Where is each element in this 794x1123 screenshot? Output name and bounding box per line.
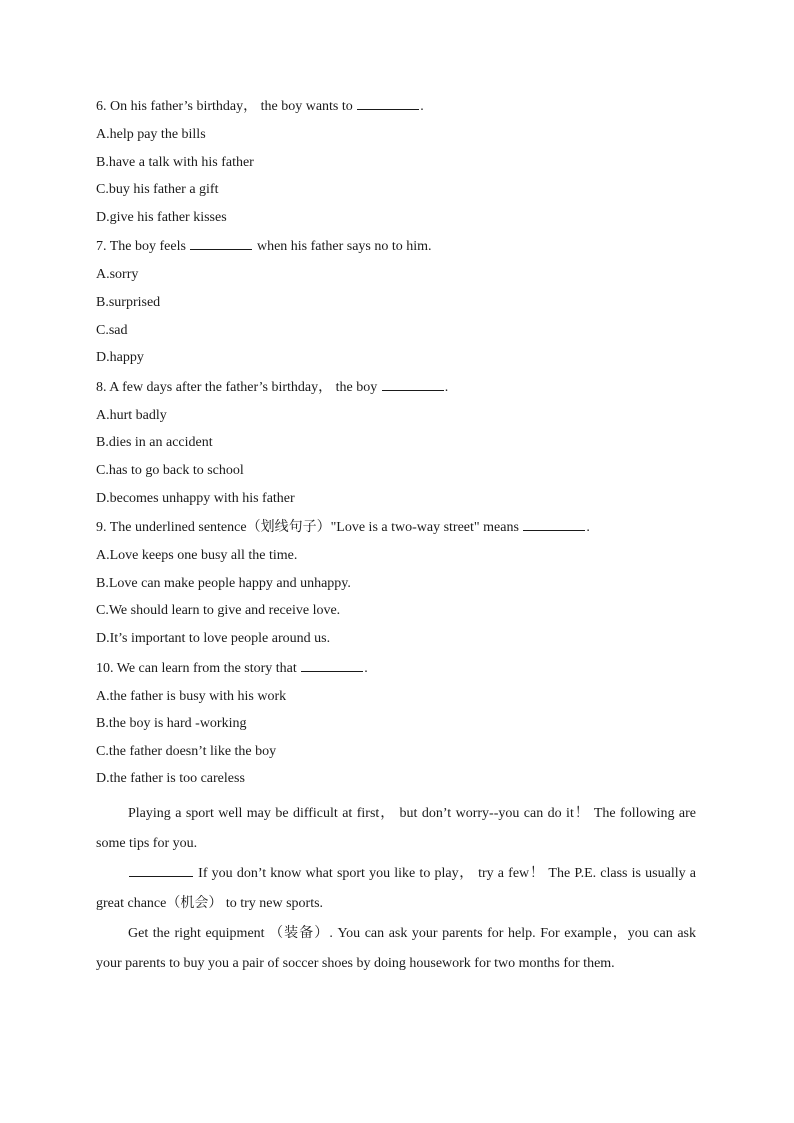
question-stem: On his father’s birthday， the boy wants to (106, 99, 357, 114)
answer-blank (382, 376, 444, 391)
option-a: A.hurt badly (96, 407, 167, 423)
question-stem-end: when his father says no to him. (253, 239, 432, 255)
answer-blank (129, 862, 193, 877)
question-9 (96, 516, 696, 546)
option-d: D.It’s important to love people around us. (96, 630, 331, 646)
passage-paragraph-2 (96, 859, 696, 919)
option-c: C.has to go back to school (96, 462, 244, 478)
option-b: B.Love can make people happy and unhappy. (96, 575, 351, 591)
question-number: 6. (96, 99, 107, 114)
passage-paragraph-3: Get the right equipment （装备）. You can ask your parents for help. For example，you can ask your parents to buy you a pair of soccer shoes by doing housework for two months for them. (96, 925, 696, 971)
question-number: 7. (96, 239, 107, 255)
option-b: B.surprised (96, 294, 161, 310)
question-stem-end: . (444, 379, 449, 395)
answer-blank (301, 657, 363, 672)
option-a: A.Love keeps one busy all the time. (96, 548, 298, 564)
document-content (96, 95, 696, 979)
option-d: D.becomes unhappy with his father (96, 490, 295, 506)
question-number: 9. (96, 520, 107, 536)
option-b: B.the boy is hard -working (96, 716, 247, 732)
question-stem-end: . (420, 99, 424, 114)
option-a: A.the father is busy with his work (96, 688, 287, 704)
question-stem: The boy feels (106, 239, 190, 255)
option-c: C.sad (96, 322, 128, 338)
option-b: B.have a talk with his father (96, 154, 254, 170)
option-d: D.give his father kisses (96, 209, 227, 225)
question-number: 8. (96, 379, 107, 395)
question-number: 10. (96, 660, 114, 676)
option-a: A.sorry (96, 267, 139, 283)
option-d: D.the father is too careless (96, 771, 245, 787)
answer-blank (190, 235, 252, 250)
option-c: C.We should learn to give and receive love. (96, 603, 341, 619)
question-6 (96, 95, 696, 125)
passage-paragraph-2-text: If you don’t know what sport you like to play， try a few！ The P.E. class is usually a great chance（机会） to try new sports. (96, 865, 696, 911)
question-10 (96, 657, 696, 687)
answer-blank (523, 516, 585, 531)
passage-paragraph-1: Playing a sport well may be difficult at first， but don’t worry--you can do it！ The following are some tips for you. (96, 805, 696, 851)
question-8 (96, 376, 696, 406)
question-stem-end: . (364, 660, 368, 676)
question-7 (96, 235, 696, 265)
option-c: C.the father doesn’t like the boy (96, 743, 277, 759)
option-a: A.help pay the bills (96, 127, 206, 142)
question-stem: The underlined sentence（划线句子）"Love is a two-way street" means (106, 520, 523, 536)
answer-blank (357, 95, 419, 110)
question-stem: A few days after the father’s birthday， the boy (106, 379, 381, 395)
option-c: C.buy his father a gift (96, 182, 219, 198)
option-b: B.dies in an accident (96, 435, 213, 451)
question-stem-end: . (586, 520, 590, 536)
option-d: D.happy (96, 350, 144, 366)
question-stem: We can learn from the story that (113, 660, 301, 676)
